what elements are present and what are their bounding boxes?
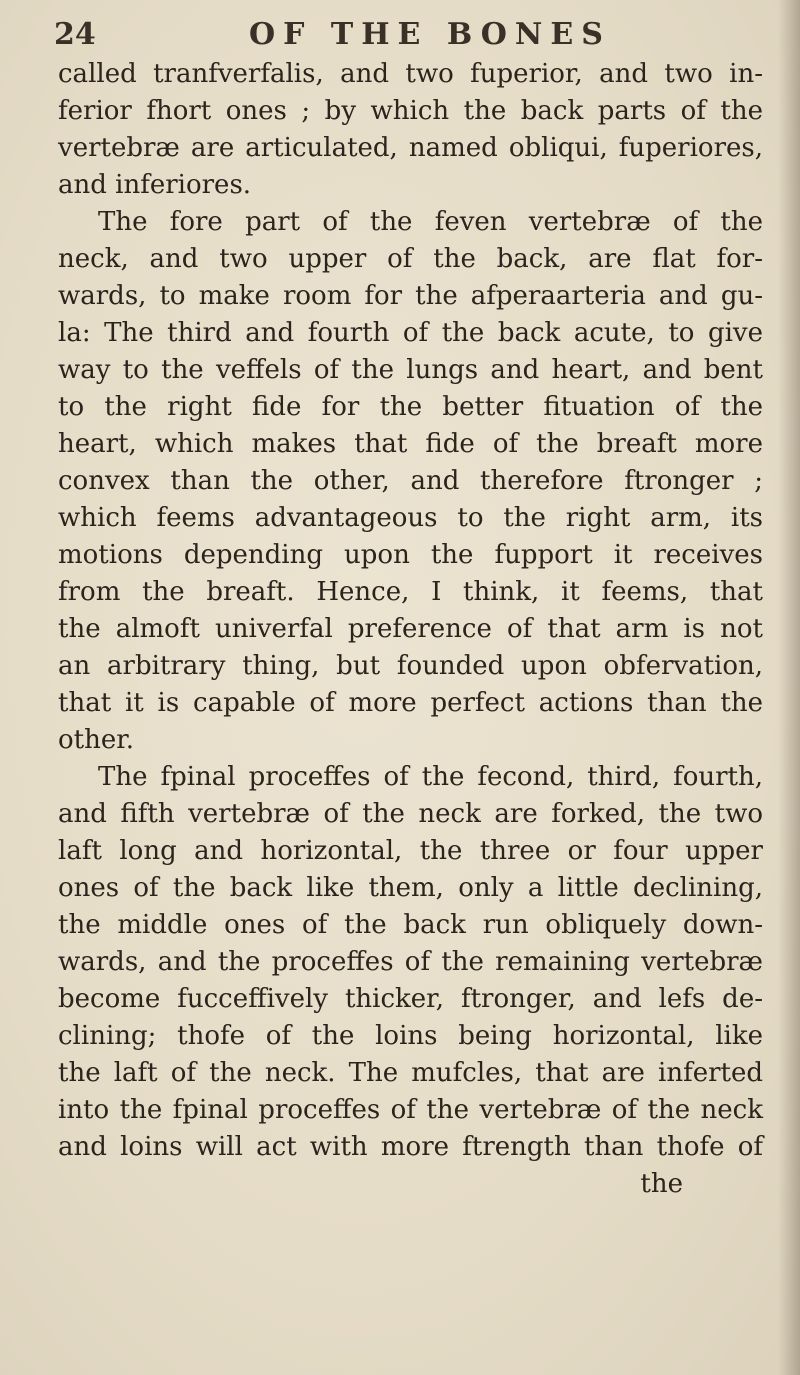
text-line: la: The third and fourth of the back acute, to give — [58, 318, 763, 348]
text-line: wards, and the proceffes of the remaining vertebræ — [58, 947, 763, 977]
text-line: clining; thofe of the loins being horizontal, like — [58, 1021, 763, 1051]
text-line: the middle ones of the back run obliquely down- — [58, 910, 763, 940]
text-line: called tranfverfalis, and two fuperior, and two in- — [58, 59, 763, 89]
text-line: an arbitrary thing, but founded upon obfervation, — [58, 651, 763, 681]
text-line: heart, which makes that fide of the breaft more — [58, 429, 763, 459]
running-head: OF THE BONES — [249, 17, 611, 52]
text-line: and loins will act with more ftrength than thofe of — [58, 1132, 763, 1162]
page-header — [54, 10, 674, 60]
body-text — [58, 56, 763, 1203]
text-line: vertebræ are articulated, named obliqui, fuperiores, — [58, 133, 763, 163]
text-line: into the fpinal proceffes of the vertebræ of the neck — [58, 1095, 763, 1125]
text-line: ferior fhort ones ; by which the back parts of the — [58, 96, 763, 126]
catchword: the — [640, 1169, 683, 1199]
text-line: way to the veffels of the lungs and heart, and bent — [58, 355, 763, 385]
text-line: laft long and horizontal, the three or four upper — [58, 836, 763, 866]
text-line: The fpinal proceffes of the fecond, third, fourth, — [98, 762, 763, 792]
text-line: the almoft univerfal preference of that arm is not — [58, 614, 763, 644]
text-line: the laft of the neck. The mufcles, that are inferted — [58, 1058, 763, 1088]
text-line: other. — [58, 725, 135, 755]
text-line: The fore part of the feven vertebræ of the — [98, 207, 763, 237]
text-line: and inferiores. — [58, 170, 252, 200]
text-line: become fucceffively thicker, ftronger, and lefs de- — [58, 984, 763, 1014]
text-line: which feems advantageous to the right arm, its — [58, 503, 763, 533]
page-number: 24 — [54, 17, 96, 52]
text-line: motions depending upon the fupport it receives — [58, 540, 763, 570]
text-line: that it is capable of more perfect actions than the — [58, 688, 763, 718]
text-line: convex than the other, and therefore ftronger ; — [58, 466, 763, 496]
text-line: neck, and two upper of the back, are flat for- — [58, 244, 763, 274]
text-line: wards, to make room for the afperaarteria and gu- — [58, 281, 763, 311]
text-line: and fifth vertebræ of the neck are forked, the two — [58, 799, 763, 829]
text-line: to the right fide for the better fituation of the — [58, 392, 763, 422]
page-edge-shadow — [778, 0, 800, 1375]
text-line: from the breaft. Hence, I think, it feems, that — [58, 577, 763, 607]
text-line: ones of the back like them, only a little declining, — [58, 873, 763, 903]
